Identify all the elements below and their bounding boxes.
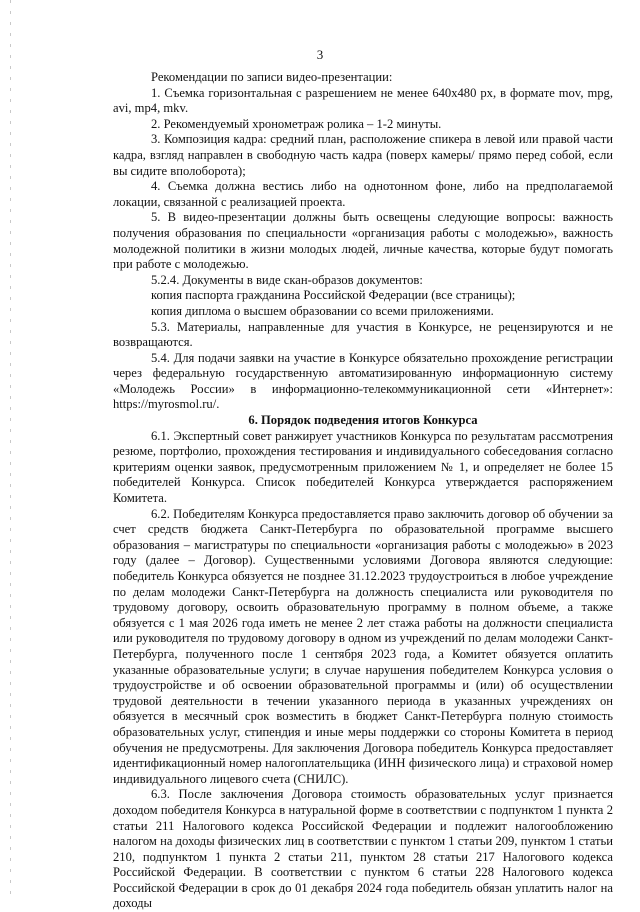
- scan-edge-mark: [10, 0, 11, 899]
- recommendation-item-5: 5. В видео-презентации должны быть освещены следующие вопросы: важность получения образования по специальности «организация работы с молодежью», важность молодежной политики в жизни молодых людей, личные качества, которые будут помогать при работе с молодежью.: [113, 210, 613, 272]
- recommendation-item-2: 2. Рекомендуемый хронометраж ролика – 1-2 минуты.: [151, 116, 442, 131]
- recommendation-item-4: 4. Съемка должна вестись либо на однотонном фоне, либо на предполагаемой локации, связанной с реализацией проекта.: [113, 179, 613, 209]
- clause-6-1: 6.1. Экспертный совет ранжирует участников Конкурса по результатам рассмотрения резюме, портфолио, прохождения тестирования и индивидуального собеседования согласно критериям оценки заявок, предусмотренным приложением № 1, и определяет не более 15 победителей Конкурса. Список победителей Конкурса утверждается распоряжением Комитета.: [113, 428, 613, 506]
- document-item-diploma: копия диплома о высшем образовании со всеми приложениями.: [151, 303, 494, 318]
- document-item-passport: копия паспорта гражданина Российской Федерации (все страницы);: [151, 288, 516, 303]
- clause-6-2: 6.2. Победителям Конкурса предоставляется право заключить договор об обучении за счет средств бюджета Санкт-Петербурга по образовательной программе высшего образования – магистратуры по специальности «организация работы с молодежью» в 2023 году (далее – Договор). Существенными условиями Договора являются следующие: победитель Конкурса обязуется не позднее 31.12.2023 трудоустроиться в любое учреждение по делам молодежи Санкт-Петербурга на должность специалиста или руководителя по трудовому договору, освоить образовательную программу в полном объеме, а также обязуется с 1 мая 2026 года иметь не менее 2 лет стажа работы на должности специалиста или руководителя по трудовому договору в одном из учреждений по делам молодежи Санкт-Петербурга, полученного после 1 сентября 2023 года, а Комитет обязуется оплатить указанные образовательные услуги; в случае нарушения победителем Конкурса условия о трудоустройстве и об освоении образовательной программы и (или) об осуществлении трудовой деятельности в течении указанного периода в указанных учреждениях он обязуется в месячный срок возместить в бюджет Санкт-Петербурга полную стоимость образовательных услуг, стипендия и иные меры поддержки со стороны Комитета в период обучения не предусмотрены. Для заключения Договора победитель Конкурса предоставляет идентификационный номер налогоплательщика (ИНН физического лица) и страховой номер индивидуального лицевого счета (СНИЛС).: [113, 506, 613, 786]
- page-number: 3: [316, 47, 324, 62]
- clause-5-3: 5.3. Материалы, направленные для участия в Конкурсе, не рецензируются и не возвращаются.: [113, 319, 613, 350]
- clause-6-3: 6.3. После заключения Договора стоимость образовательных услуг признается доходом победителя Конкурса в натуральной форме в соответствии с подпунктом 1 пункта 2 статьи 211 Налогового кодекса Российской Федерации и подлежит налогообложению налогом на доходы физических лиц в соответствии с пунктом 1 статьи 209, пунктом 1 статьи 210, подпунктом 1 пункта 2 статьи 211, пунктом 28 статьи 217 Налогового кодекса Российской Федерации. В соответствии с пунктом 6 статьи 228 Налогового кодекса Российской Федерации в срок до 01 декабря 2024 года победитель обязан уплатить налог на доходы: [113, 787, 613, 911]
- section-6-heading: 6. Порядок подведения итогов Конкурса: [248, 413, 478, 428]
- recommendation-item-3: 3. Композиция кадра: средний план, расположение спикера в левой или правой части кадра, взгляд направлен в свободную часть кадра (поверх камеры/ прямо перед собой, если вы сидите вполоборота);: [113, 132, 613, 178]
- recommendation-item-1: 1. Съемка горизонтальная с разрешением не менее 640х480 px, в формате mov, mpg, avi, mp4, mkv.: [113, 85, 613, 116]
- documents-title: 5.2.4. Документы в виде скан-образов документов:: [151, 272, 423, 287]
- recommendations-title: Рекомендации по записи видео-презентации:: [151, 70, 393, 84]
- document-body: [113, 70, 613, 912]
- clause-5-4: 5.4. Для подачи заявки на участие в Конкурсе обязательно прохождение регистрации через федеральную государственную автоматизированную информационную систему «Молодежь России» в информационно-телекоммуникационной сети «Интернет»: https://myrosmol.ru/.: [113, 350, 613, 412]
